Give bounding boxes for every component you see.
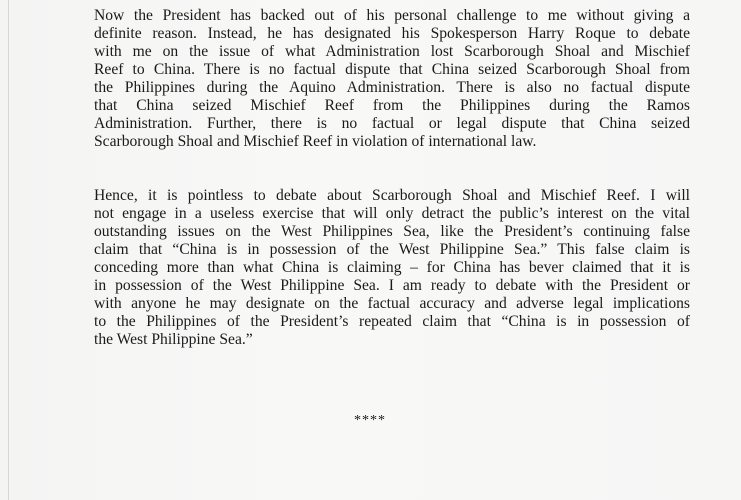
paragraph-line: the Philippines during the Aquino Administration. There is also no factual dispute xyxy=(94,79,690,96)
paragraph-line: in possession of the West Philippine Sea. I am ready to debate with the President or xyxy=(94,277,690,294)
paragraph-line: claim that “China is in possession of the West Philippine Sea.” This false claim is xyxy=(94,241,690,258)
paragraph-line: Reef to China. There is no factual dispute that China seized Scarborough Shoal from xyxy=(94,61,690,78)
paragraph-line: that China seized Mischief Reef from the Philippines during the Ramos xyxy=(94,97,690,114)
paragraph-line: with anyone he may designate on the factual accuracy and adverse legal implications xyxy=(94,295,690,312)
page-edge-divider xyxy=(8,0,9,500)
paragraph-line: Administration. Further, there is no factual or legal dispute that China seized xyxy=(94,115,690,132)
paragraph-line: not engage in a useless exercise that will only detract the public’s interest on the vital xyxy=(94,205,690,222)
paragraph-line: to the Philippines of the President’s repeated claim that “China is in possession of xyxy=(94,313,690,330)
paragraph-line: with me on the issue of what Administration lost Scarborough Shoal and Mischief xyxy=(94,43,690,60)
paragraph-2 xyxy=(94,187,690,349)
paragraph-1 xyxy=(94,7,690,151)
paragraph-line: outstanding issues on the West Philippines Sea, like the President’s continuing false xyxy=(94,223,690,240)
paragraph-line: definite reason. Instead, he has designated his Spokesperson Harry Roque to debate xyxy=(94,25,690,42)
paragraph-line: Scarborough Shoal and Mischief Reef in violation of international law. xyxy=(94,133,537,150)
paragraph-line: the West Philippine Sea.” xyxy=(94,331,253,348)
section-separator: **** xyxy=(354,413,386,428)
paragraph-line: Now the President has backed out of his personal challenge to me without giving a xyxy=(94,7,690,24)
paragraph-line: conceding more than what China is claiming – for China has bever claimed that it is xyxy=(94,259,690,276)
paragraph-line: Hence, it is pointless to debate about Scarborough Shoal and Mischief Reef. I will xyxy=(94,187,690,204)
